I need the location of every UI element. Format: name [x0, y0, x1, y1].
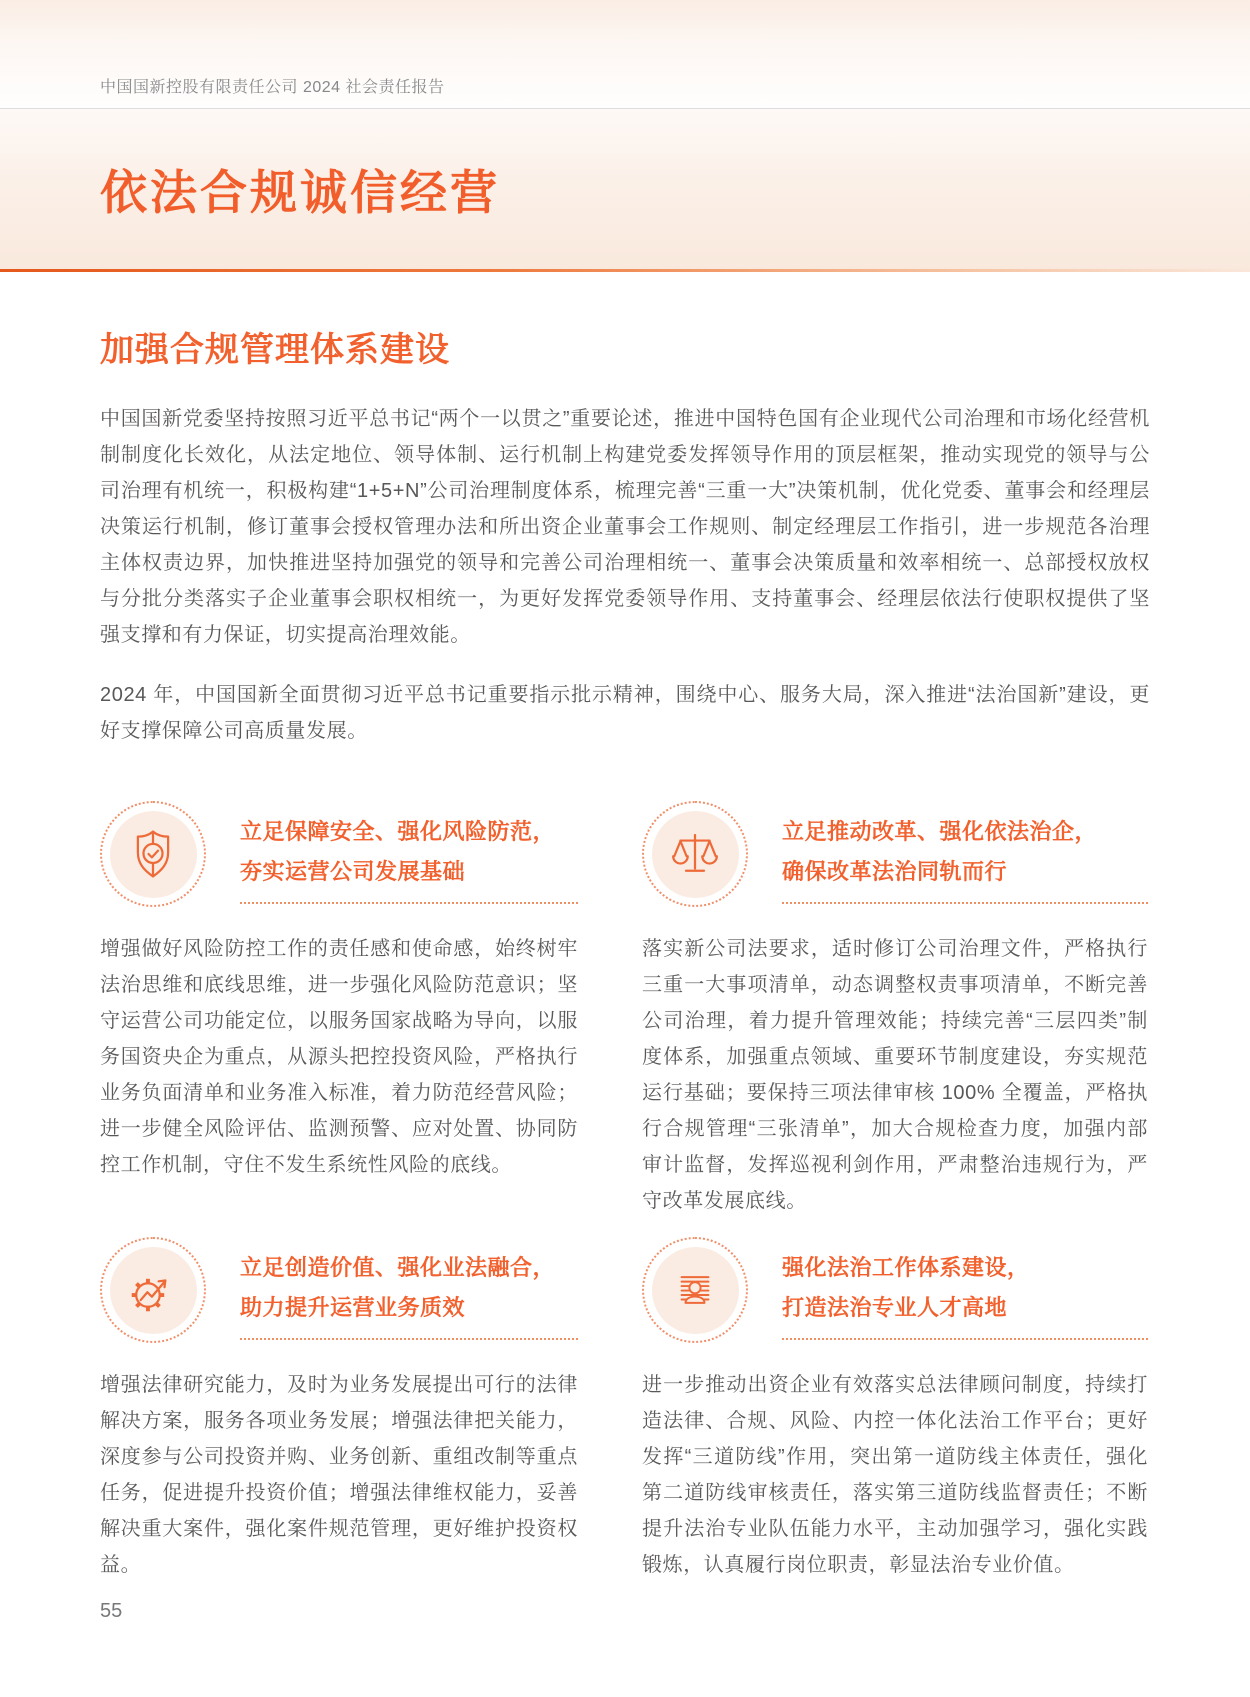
principle-body: 增强法律研究能力，及时为业务发展提出可行的法律解决方案，服务各项业务发展；增强法律把关能力，深度参与公司投资并购、业务创新、重组改制等重点任务，促进提升投资价值；增强法律维权能力，妥善解决重大案件，强化案件规范管理，更好维护投资权益。 — [100, 1374, 578, 1576]
principles-grid — [100, 801, 1150, 1583]
principle-block-reform — [642, 801, 1148, 1219]
principle-title-line-1: 立足保障安全、强化风险防范， — [240, 818, 556, 844]
principle-title-line-1: 立足创造价值、强化业法融合， — [240, 1254, 556, 1280]
principle-body: 落实新公司法要求，适时修订公司治理文件，严格执行三重一大事项清单，动态调整权责事项清单，不断完善公司治理，着力提升管理效能；持续完善“三层四类”制度体系，加强重点领域、重要环节制度建设，夯实规范运行基础；要保持三项法律审核 100% 全覆盖，严格执行合规管理“三张清单”，加大合规检查力度，加强内部审计监督，发挥巡视利剑作用，严肃整治违规行为，严守改革发展底线。 — [642, 938, 1148, 1212]
report-header-title: 中国国新控股有限责任公司 2024 社会责任报告 — [100, 79, 445, 96]
principle-head — [642, 1237, 1148, 1343]
principle-head — [100, 801, 578, 907]
page-number: 55 — [100, 1600, 123, 1622]
report-header — [0, 0, 1250, 109]
principle-title-line-2: 助力提升运营业务质效 — [240, 1294, 466, 1320]
principle-block-talent — [642, 1237, 1148, 1583]
icon-circle — [110, 811, 197, 898]
page-content — [0, 322, 1250, 1583]
icon-circle — [652, 1247, 739, 1334]
banner-divider — [0, 269, 1250, 272]
principle-body: 增强做好风险防控工作的责任感和使命感，始终树牢法治思维和底线思维，进一步强化风险防范意识；坚守运营公司功能定位，以服务国家战略为导向，以服务国资央企为重点，从源头把控投资风险，严格执行业务负面清单和业务准入标准，着力防范经营风险；进一步健全风险评估、监测预警、应对处置、协同防控工作机制，守住不发生系统性风险的底线。 — [100, 938, 578, 1176]
principle-title-area — [240, 801, 578, 907]
principle-title-area — [782, 1237, 1148, 1343]
section-paragraph-2: 2024 年，中国国新全面贯彻习近平总书记重要指示批示精神，围绕中心、服务大局，深入推进“法治国新”建设，更好支撑保障公司高质量发展。 — [100, 684, 1150, 742]
person-document-icon — [642, 1237, 748, 1343]
dotted-separator — [240, 1338, 578, 1340]
principle-head — [642, 801, 1148, 907]
principle-title — [782, 801, 1148, 902]
principle-title-line-2: 夯实运营公司发展基础 — [240, 858, 466, 884]
scales-icon — [642, 801, 748, 907]
dotted-separator — [782, 902, 1148, 904]
principle-body: 进一步推动出资企业有效落实总法律顾问制度，持续打造法律、合规、风险、内控一体化法治工作平台；更好发挥“三道防线”作用，突出第一道防线主体责任，强化第二道防线审核责任，落实第三道防线监督责任；不断提升法治专业队伍能力水平，主动加强学习，强化实践锻炼，认真履行岗位职责，彰显法治专业价值。 — [642, 1374, 1148, 1576]
principle-block-value — [100, 1237, 578, 1583]
principle-title-area — [782, 801, 1148, 907]
section-heading: 加强合规管理体系建设 — [100, 331, 450, 369]
icon-circle — [110, 1247, 197, 1334]
chapter-title: 依法合规诚信经营 — [100, 165, 500, 219]
principle-title-line-1: 强化法治工作体系建设， — [782, 1254, 1030, 1280]
principle-title — [240, 801, 578, 902]
principle-block-risk — [100, 801, 578, 1219]
shield-check-icon — [100, 801, 206, 907]
dotted-separator — [240, 902, 578, 904]
principle-head — [100, 1237, 578, 1343]
principle-title-area — [240, 1237, 578, 1343]
principle-title-line-1: 立足推动改革、强化依法治企， — [782, 818, 1098, 844]
principle-title-line-2: 确保改革法治同轨而行 — [782, 858, 1008, 884]
gear-trend-arrow-icon — [100, 1237, 206, 1343]
principle-title-line-2: 打造法治专业人才高地 — [782, 1294, 1008, 1320]
icon-circle — [652, 811, 739, 898]
principle-title — [782, 1237, 1148, 1338]
dotted-separator — [782, 1338, 1148, 1340]
principle-title — [240, 1237, 578, 1338]
chapter-banner — [0, 109, 1250, 269]
section-paragraph-1: 中国国新党委坚持按照习近平总书记“两个一以贯之”重要论述，推进中国特色国有企业现代公司治理和市场化经营机制制度化长效化，从法定地位、领导体制、运行机制上构建党委发挥领导作用的顶层框架，推动实现党的领导与公司治理有机统一，积极构建“1+5+N”公司治理制度体系，梳理完善“三重一大”决策机制，优化党委、董事会和经理层决策运行机制，修订董事会授权管理办法和所出资企业董事会工作规则、制定经理层工作指引，进一步规范各治理主体权责边界，加快推进坚持加强党的领导和完善公司治理相统一、董事会决策质量和效率相统一、总部授权放权与分批分类落实子企业董事会职权相统一，为更好发挥党委领导作用、支持董事会、经理层依法行使职权提供了坚强支撑和有力保证，切实提高治理效能。 — [100, 408, 1150, 646]
